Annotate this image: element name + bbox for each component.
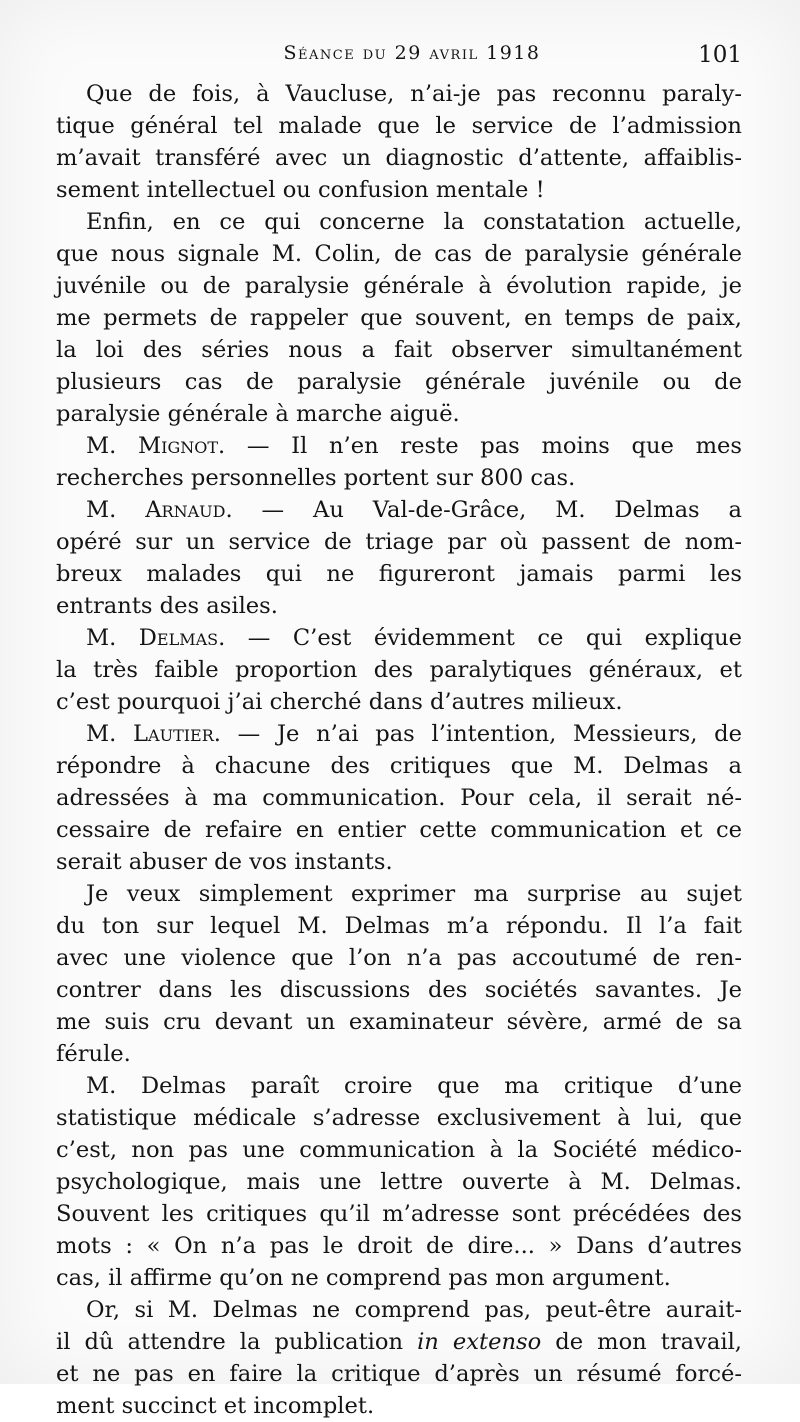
text-line: [56, 814, 742, 846]
text-segment: entrants des asiles.: [56, 593, 278, 619]
text-line: [56, 1390, 742, 1422]
text-line: [56, 622, 742, 654]
text-segment: psychologique, mais une lettre ouverte à M. Delmas.: [56, 1169, 742, 1195]
text-segment: férule.: [56, 1041, 131, 1067]
text-segment: Que de fois, à Vaucluse, n’ai-je pas reconnu paraly-: [86, 81, 742, 107]
text-line: [56, 270, 742, 302]
text-segment: que nous signale M. Colin, de cas de paralysie générale: [56, 241, 742, 267]
text-segment: m’avait transféré avec un diagnostic d’attente, affaiblis-: [56, 145, 742, 171]
text-segment: — Je n’ai pas l’intention, Messieurs, de: [220, 721, 742, 747]
running-head: [82, 42, 742, 78]
speaker-name: M. Delmas.: [86, 625, 226, 651]
text-segment: juvénile ou de paralysie générale à évolution rapide, je: [56, 273, 742, 299]
text-segment: M. Delmas paraît croire que ma critique d’une: [86, 1073, 742, 1099]
text-line: [56, 718, 742, 750]
text-segment: cessaire de refaire en entier cette communication et ce: [56, 817, 742, 843]
text-segment: de mon travail,: [541, 1329, 742, 1355]
text-line: [56, 686, 742, 718]
speaker-name: M. Mignot.: [86, 433, 226, 459]
text-line: [56, 1038, 742, 1070]
text-line: [56, 526, 742, 558]
text-segment: Enfin, en ce qui concerne la constatation actuelle,: [86, 209, 742, 235]
text-line: [56, 174, 742, 206]
text-segment: Je veux simplement exprimer ma surprise au sujet: [86, 881, 742, 907]
text-line: [56, 1326, 742, 1358]
speaker-name: M. Arnaud.: [86, 497, 233, 523]
text-segment: recherches personnelles portent sur 800 cas.: [56, 465, 576, 491]
text-segment: ment succinct et incomplet.: [56, 1393, 375, 1419]
text-line: [56, 846, 742, 878]
text-line: [56, 750, 742, 782]
text-line: [56, 78, 742, 110]
text-line: [56, 206, 742, 238]
text-segment: répondre à chacune des critiques que M. Delmas a: [56, 753, 742, 779]
running-title: Séance du 29 avril 1918: [283, 42, 541, 64]
text-line: [56, 1006, 742, 1038]
text-line: [56, 494, 742, 526]
text-line: [56, 110, 742, 142]
text-line: [56, 558, 742, 590]
text-segment: adressées à ma communication. Pour cela, il serait né-: [56, 785, 742, 811]
text-segment: il dû attendre la publication: [56, 1329, 418, 1355]
text-line: [56, 1134, 742, 1166]
text-line: [56, 1198, 742, 1230]
text-line: [56, 942, 742, 974]
text-line: [56, 878, 742, 910]
text-segment: paralysie générale à marche aiguë.: [56, 401, 460, 427]
text-line: [56, 974, 742, 1006]
text-segment: me permets de rappeler que souvent, en temps de paix,: [56, 305, 742, 331]
page-number: 101: [698, 42, 742, 68]
text-segment: — C’est évidemment ce qui explique: [225, 625, 742, 651]
text-segment: sement intellectuel ou confusion mentale !: [56, 177, 545, 203]
text-segment: la loi des séries nous a fait observer simultanément: [56, 337, 742, 363]
text-segment: la très faible proportion des paralytiques généraux, et: [56, 657, 742, 683]
text-line: [56, 782, 742, 814]
text-line: [56, 1230, 742, 1262]
text-line: [56, 462, 742, 494]
text-segment: Or, si M. Delmas ne comprend pas, peut-être aurait-: [86, 1297, 742, 1323]
text-line: [56, 334, 742, 366]
text-segment: — Au Val-de-Grâce, M. Delmas a: [232, 497, 742, 523]
text-line: [56, 398, 742, 430]
text-line: [56, 1070, 742, 1102]
text-line: [56, 910, 742, 942]
text-segment: — Il n’en reste pas moins que mes: [225, 433, 742, 459]
text-segment: c’est pourquoi j’ai cherché dans d’autres milieux.: [56, 689, 623, 715]
text-segment: tique général tel malade que le service de l’admission: [56, 113, 742, 139]
text-line: [56, 1262, 742, 1294]
text-segment: contrer dans les discussions des sociétés savantes. Je: [56, 977, 742, 1003]
text-segment: c’est, non pas une communication à la Société médico-: [56, 1137, 742, 1163]
text-line: [56, 1358, 742, 1390]
speaker-name: M. Lautier.: [86, 721, 221, 747]
text-line: [56, 366, 742, 398]
text-segment: me suis cru devant un examinateur sévère, armé de sa: [56, 1009, 742, 1035]
text-line: [56, 590, 742, 622]
text-segment: plusieurs cas de paralysie générale juvénile ou de: [56, 369, 742, 395]
text-segment: et ne pas en faire la critique d’après un résumé forcé-: [56, 1361, 742, 1387]
text-segment: du ton sur lequel M. Delmas m’a répondu. Il l’a fait: [56, 913, 742, 939]
text-line: [56, 238, 742, 270]
text-line: [56, 1102, 742, 1134]
text-segment: cas, il affirme qu’on ne comprend pas mon argument.: [56, 1265, 671, 1291]
text-line: [56, 302, 742, 334]
text-line: [56, 1294, 742, 1326]
text-segment: opéré sur un service de triage par où passent de nom-: [56, 529, 742, 555]
text-line: [56, 1166, 742, 1198]
text-line: [56, 430, 742, 462]
italic-phrase: in extenso: [417, 1329, 542, 1355]
text-segment: serait abuser de vos instants.: [56, 849, 393, 875]
text-segment: mots : « On n’a pas le droit de dire... » Dans d’autres: [56, 1233, 742, 1259]
text-segment: statistique médicale s’adresse exclusivement à lui, que: [56, 1105, 742, 1131]
text-segment: breux malades qui ne figureront jamais parmi les: [56, 561, 742, 587]
body-text: [56, 78, 742, 1422]
text-segment: avec une violence que l’on n’a pas accoutumé de ren-: [56, 945, 742, 971]
text-line: [56, 142, 742, 174]
text-segment: Souvent les critiques qu’il m’adresse sont précédées des: [56, 1201, 742, 1227]
text-line: [56, 654, 742, 686]
